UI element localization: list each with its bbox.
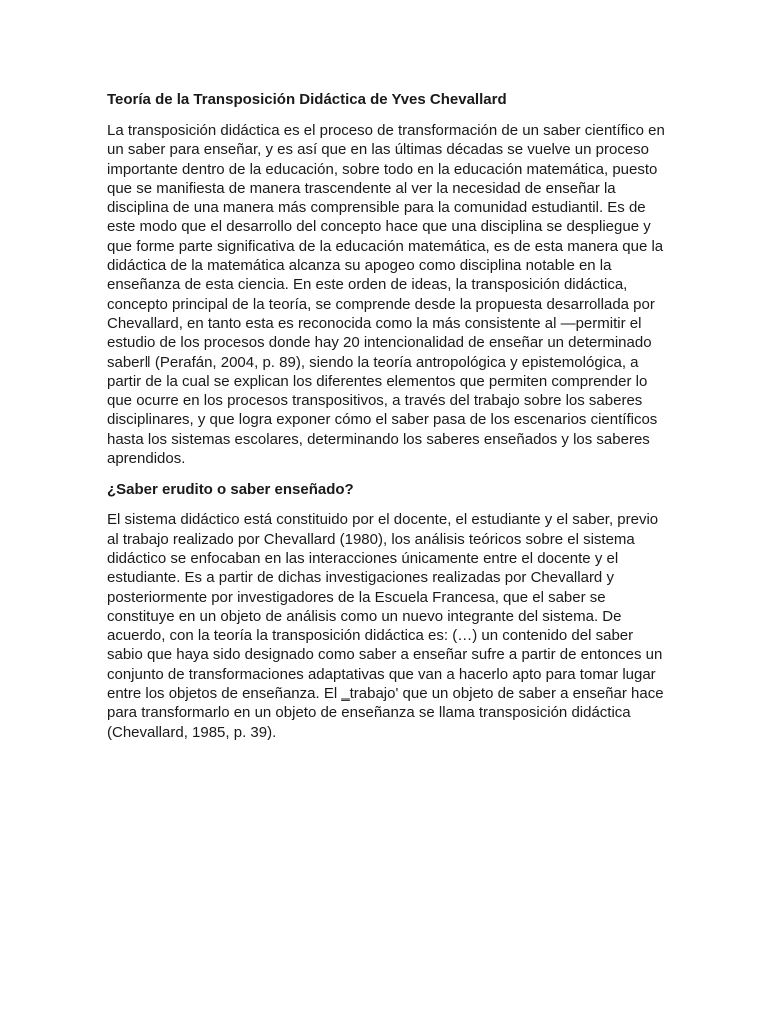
paragraph-1: La transposición didáctica es el proceso de transformación de un saber científico en un saber para enseñar, y es así que en las últimas décadas se vuelve un proceso importante dentro de la educación, sobre todo en la educación matemática, puesto que se manifiesta de manera trascendente al ver la necesidad de enseñar la disciplina de una manera más comprensible para la comunidad estudiantil. Es de este modo que el desarrollo del concepto hace que una disciplina se despliegue y que forme parte significativa de la educación matemática, es de esta manera que la didáctica de la matemática alcanza su apogeo como disciplina notable en la enseñanza de esta ciencia. En este orden de ideas, la transposición didáctica, concepto principal de la teoría, se comprende desde la propuesta desarrollada por Chevallard, en tanto esta es reconocida como la más consistente al ―permitir el estudio de los procesos donde hay 20 intencionalidad de enseñar un determinado saber‖ (Perafán, 2004, p. 89), siendo la teoría antropológica y epistemológica, a partir de la cual se explican los diferentes elementos que permiten comprender lo que ocurre en los procesos transpositivos, a través del trabajo sobre los saberes disciplinares, y que logra exponer cómo el saber pasa de los escenarios científicos hasta los sistemas escolares, determinando los saberes enseñados y los saberes aprendidos. xyxy=(107,122,665,468)
document-page xyxy=(107,90,667,742)
paragraph-2: El sistema didáctico está constituido por el docente, el estudiante y el saber, previo al trabajo realizado por Chevallard (1980), los análisis teóricos sobre el sistema didáctico se enfocaban en las interacciones únicamente entre el docente y el estudiante. Es a partir de dichas investigaciones realizadas por Chevallard y posteriormente por investigadores de la Escuela Francesa, que el saber se constituye en un objeto de análisis como un nuevo integrante del sistema. De acuerdo, con la teoría la transposición didáctica es: (…) un contenido del saber sabio que haya sido designado como saber a enseñar sufre a partir de entonces un conjunto de transformaciones adaptativas que van a hacerlo apto para tomar lugar entre los objetos de enseñanza. El ‗trabajo' que un objeto de saber a enseñar hace para transformarlo en un objeto de enseñanza se llama transposición didáctica (Chevallard, 1985, p. 39). xyxy=(107,511,664,741)
document-title: Teoría de la Transposición Didáctica de Yves Chevallard xyxy=(107,91,507,108)
section-heading: ¿Saber erudito o saber enseñado? xyxy=(107,481,354,499)
